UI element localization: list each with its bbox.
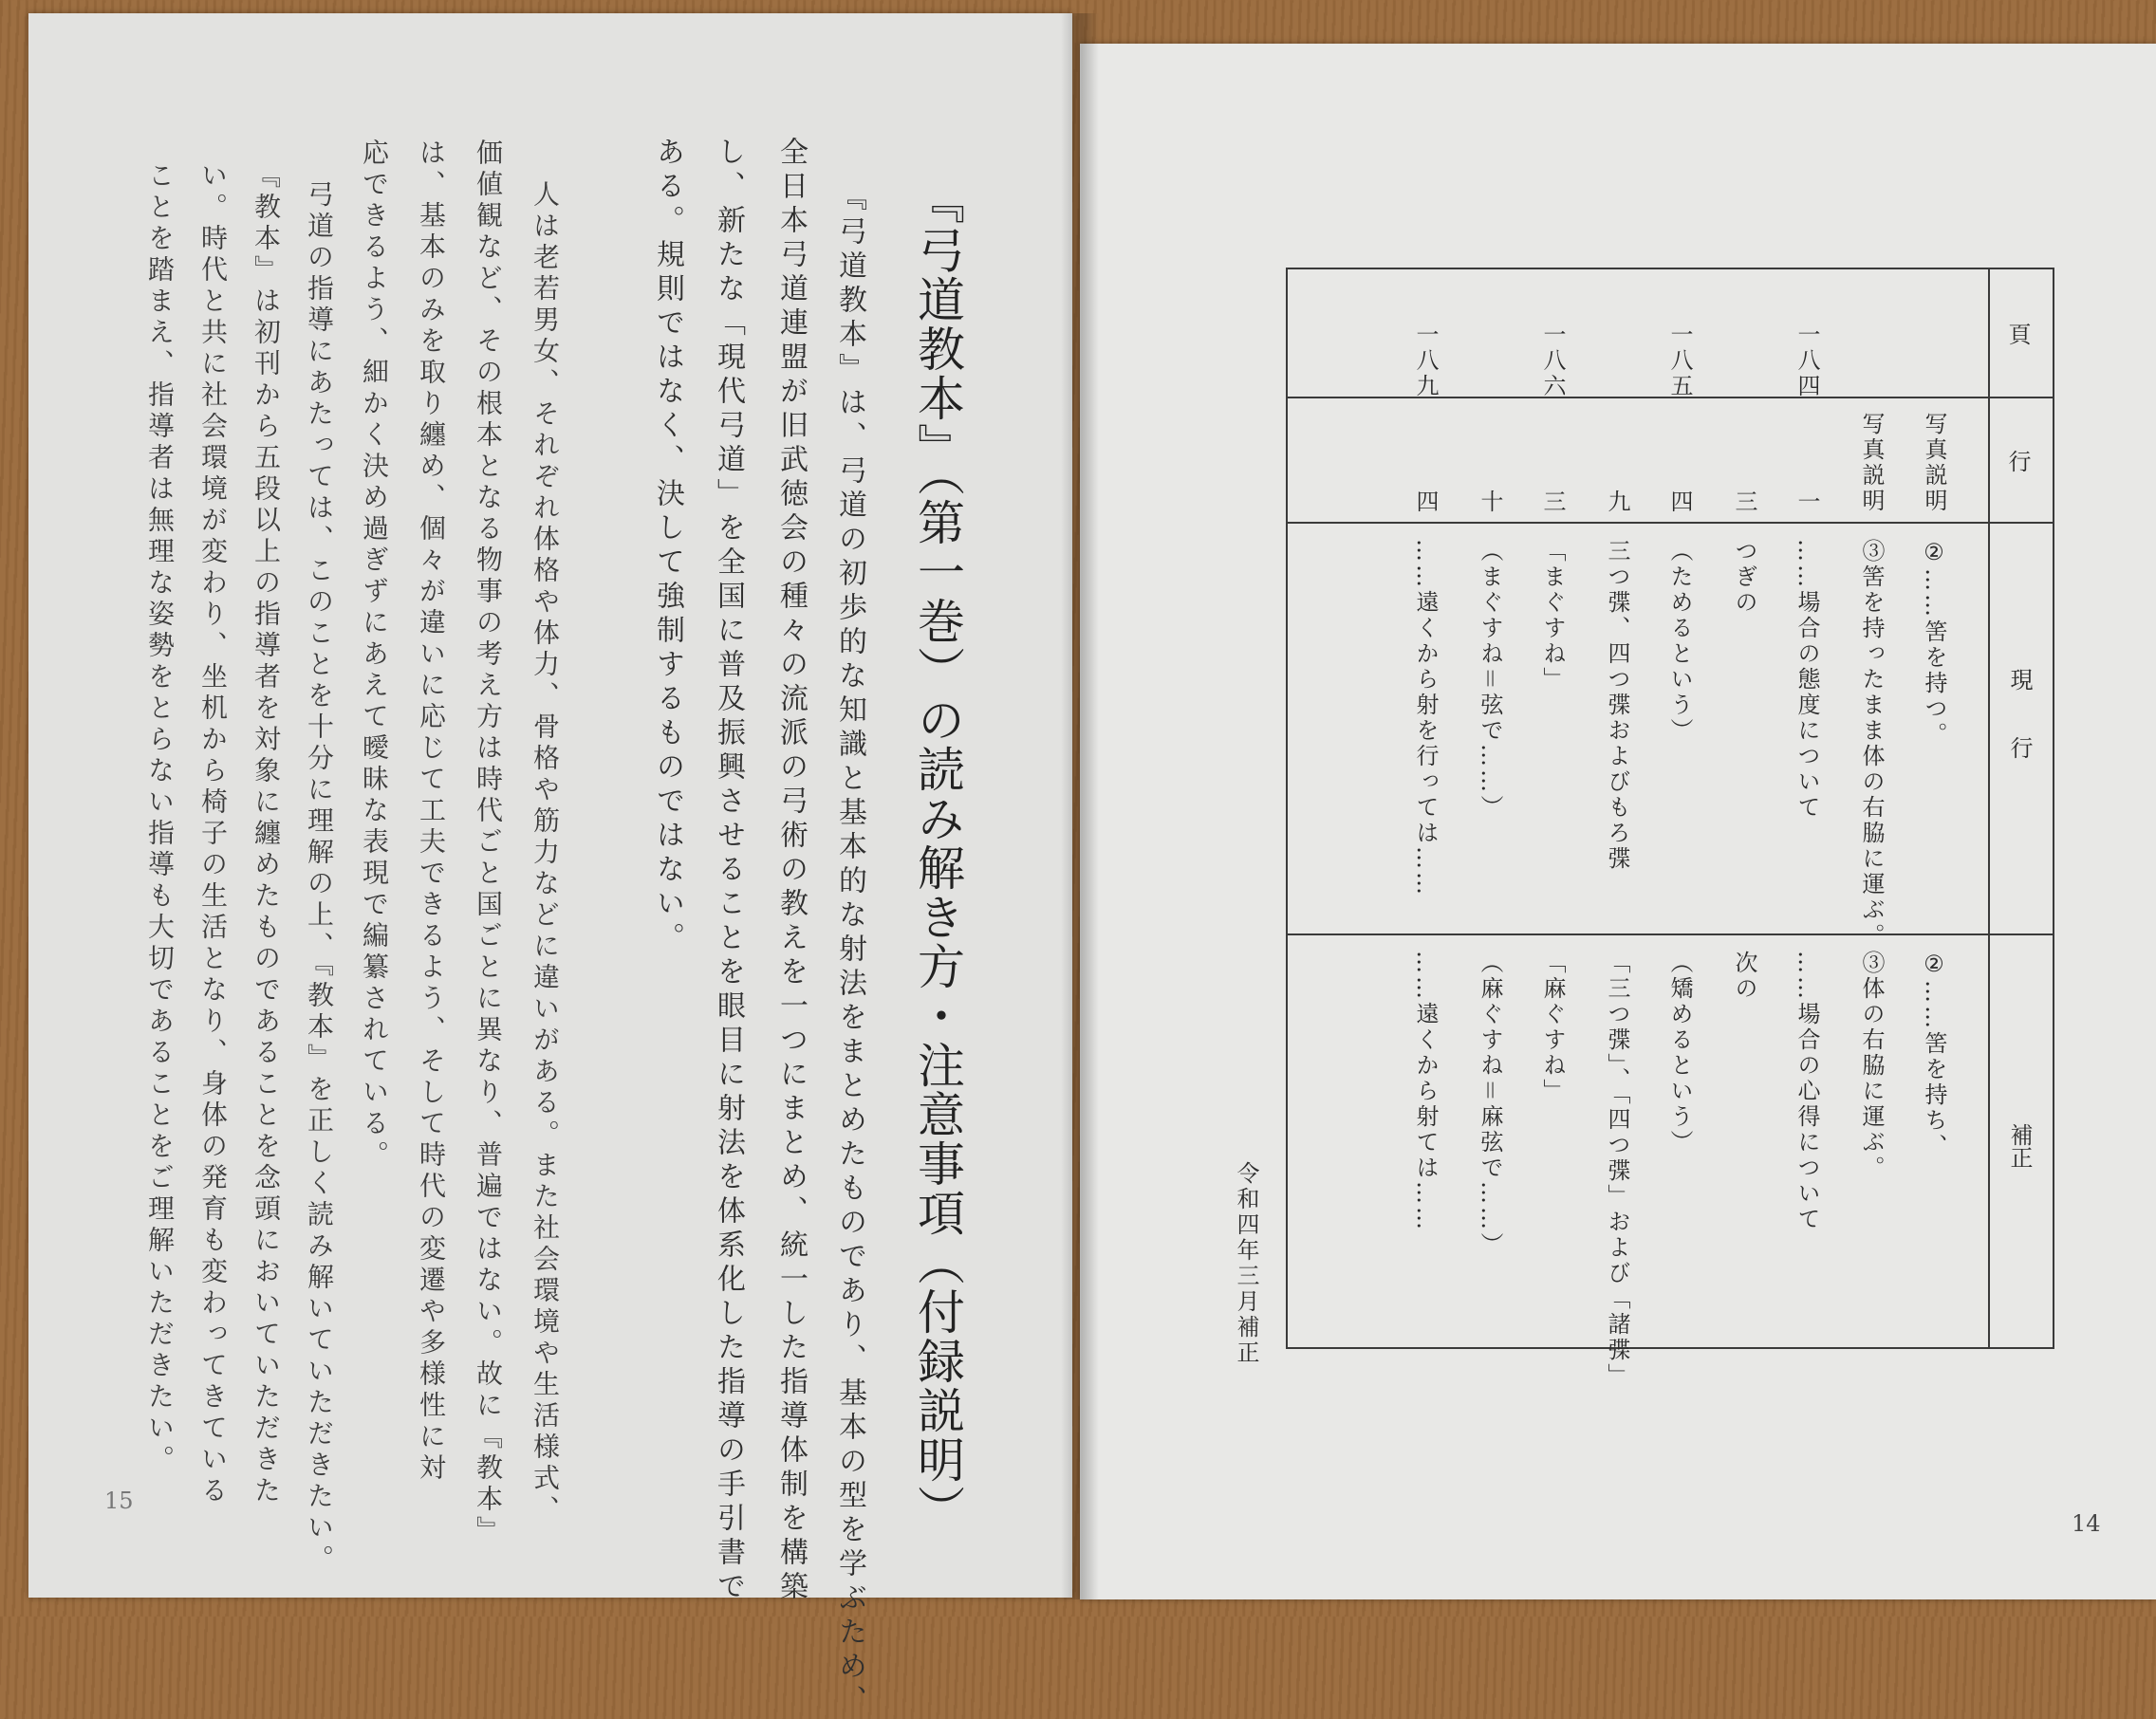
paragraph-line: 応できるよう、細かく決め過ぎずにあえて曖昧な表現で編纂されている。 — [359, 139, 390, 1172]
row-current: ③筈を持ったまま体の右脇に運ぶ。 — [1858, 539, 1885, 949]
row-corrected: 次の — [1731, 951, 1757, 1002]
row-line: 四 — [1412, 490, 1439, 515]
table-divider — [1288, 522, 2053, 524]
row-page: 一八五 — [1666, 323, 1693, 399]
row-current: つぎの — [1731, 539, 1757, 616]
paragraph-line: 全日本弓道連盟が旧武徳会の種々の流派の弓術の教えを一つにまとめ、統一した指導体制を構築 — [774, 137, 808, 1605]
row-corrected: ③体の右脇に運ぶ。 — [1858, 951, 1885, 1181]
row-corrected: ②……筈を持ち、 — [1921, 951, 1947, 1159]
paragraph-line: い。時代と共に社会環境が変わり、坐机から椅子の生活となり、身体の発育も変わってきている — [197, 161, 229, 1507]
row-line: 一 — [1794, 490, 1820, 515]
row-current: （ためるという） — [1666, 539, 1693, 744]
right-page-number: 14 — [2072, 1510, 2101, 1537]
row-line: 十 — [1477, 490, 1503, 515]
revision-date: 令和四年三月補正 — [1233, 1161, 1259, 1366]
table-divider — [1988, 269, 1990, 1347]
row-corrected: 「三つ弽」、「四つ弽」および「諸弽」 — [1604, 951, 1630, 1389]
paragraph-line: 『教本』は初刊から五段以上の指導者を対象に纏めたものであることを念頭においていただきた — [251, 161, 282, 1507]
row-current: 三つ弽、四つ弽およびもろ弽 — [1604, 539, 1630, 872]
row-corrected: ……遠くから射ては…… — [1412, 951, 1439, 1232]
paragraph-line: は、基本のみを取り纏め、個々が違いに応じて工夫できるよう、そして時代の変遷や多様性に対 — [416, 139, 447, 1485]
page-title: 『弓道教本』（第一巻）の読み解き方・注意事項（付録説明） — [910, 176, 965, 1534]
row-corrected: ……場合の心得について — [1794, 951, 1820, 1232]
paragraph-line: ことを踏まえ、指導者は無理な姿勢をとらない指導も大切であることをご理解いただきたい。 — [144, 161, 176, 1476]
row-page: 一八九 — [1412, 323, 1439, 399]
row-corrected: （矯めるという） — [1666, 951, 1693, 1155]
left-page-number: 15 — [104, 1488, 134, 1514]
row-current: ……遠くから射を行っては…… — [1412, 539, 1439, 897]
book-gutter — [1061, 13, 1099, 1599]
row-line: 三 — [1539, 490, 1566, 515]
paragraph-line: 価値観など、その根本となる物事の考え方は時代ごと国ごとに異なり、普遍ではない。故に『教本』 — [473, 139, 504, 1547]
header-page: 頁 — [2004, 323, 2031, 345]
paragraph-line: 弓道の指導にあたっては、このことを十分に理解の上、『教本』を正しく読み解いていただきたい。 — [304, 180, 335, 1576]
row-corrected: 「麻ぐすね」 — [1539, 951, 1566, 1104]
header-line: 行 — [2004, 450, 2031, 472]
table-divider — [1288, 933, 2053, 935]
paragraph-line: 人は老若男女、それぞれ体格や体力、骨格や筋力などに違いがある。また社会環境や生活様式、 — [530, 180, 561, 1526]
row-line: 三 — [1731, 490, 1757, 515]
paragraph-line: ある。規則ではなく、決して強制するものではない。 — [651, 137, 684, 956]
row-line: 四 — [1666, 490, 1693, 515]
row-current: 「まぐすね」 — [1539, 539, 1566, 693]
row-line: 九 — [1604, 490, 1630, 515]
row-corrected: （麻ぐすね＝麻弦で……） — [1477, 951, 1503, 1258]
paragraph-line: 『弓道教本』は、弓道の初歩的な知識と基本的な射法をまとめたものであり、基本の型を学ぶため、 — [833, 182, 866, 1719]
row-line: 写真説明 — [1921, 412, 1947, 514]
header-current: 現 行 — [2006, 668, 2033, 759]
row-page: 一八四 — [1794, 323, 1820, 399]
row-page: 一八六 — [1539, 323, 1566, 399]
row-current: ……場合の態度について — [1794, 539, 1820, 821]
errata-table — [1286, 268, 2054, 1389]
row-current: （まぐすね＝弦で……） — [1477, 539, 1503, 821]
header-corrected: 補正 — [2006, 1123, 2033, 1169]
row-line: 写真説明 — [1858, 412, 1885, 514]
row-current: ②……筈を持つ。 — [1921, 539, 1947, 748]
paragraph-line: し、新たな「現代弓道」を全国に普及振興させることを眼目に射法を体系化した指導の手引書で — [712, 137, 745, 1605]
